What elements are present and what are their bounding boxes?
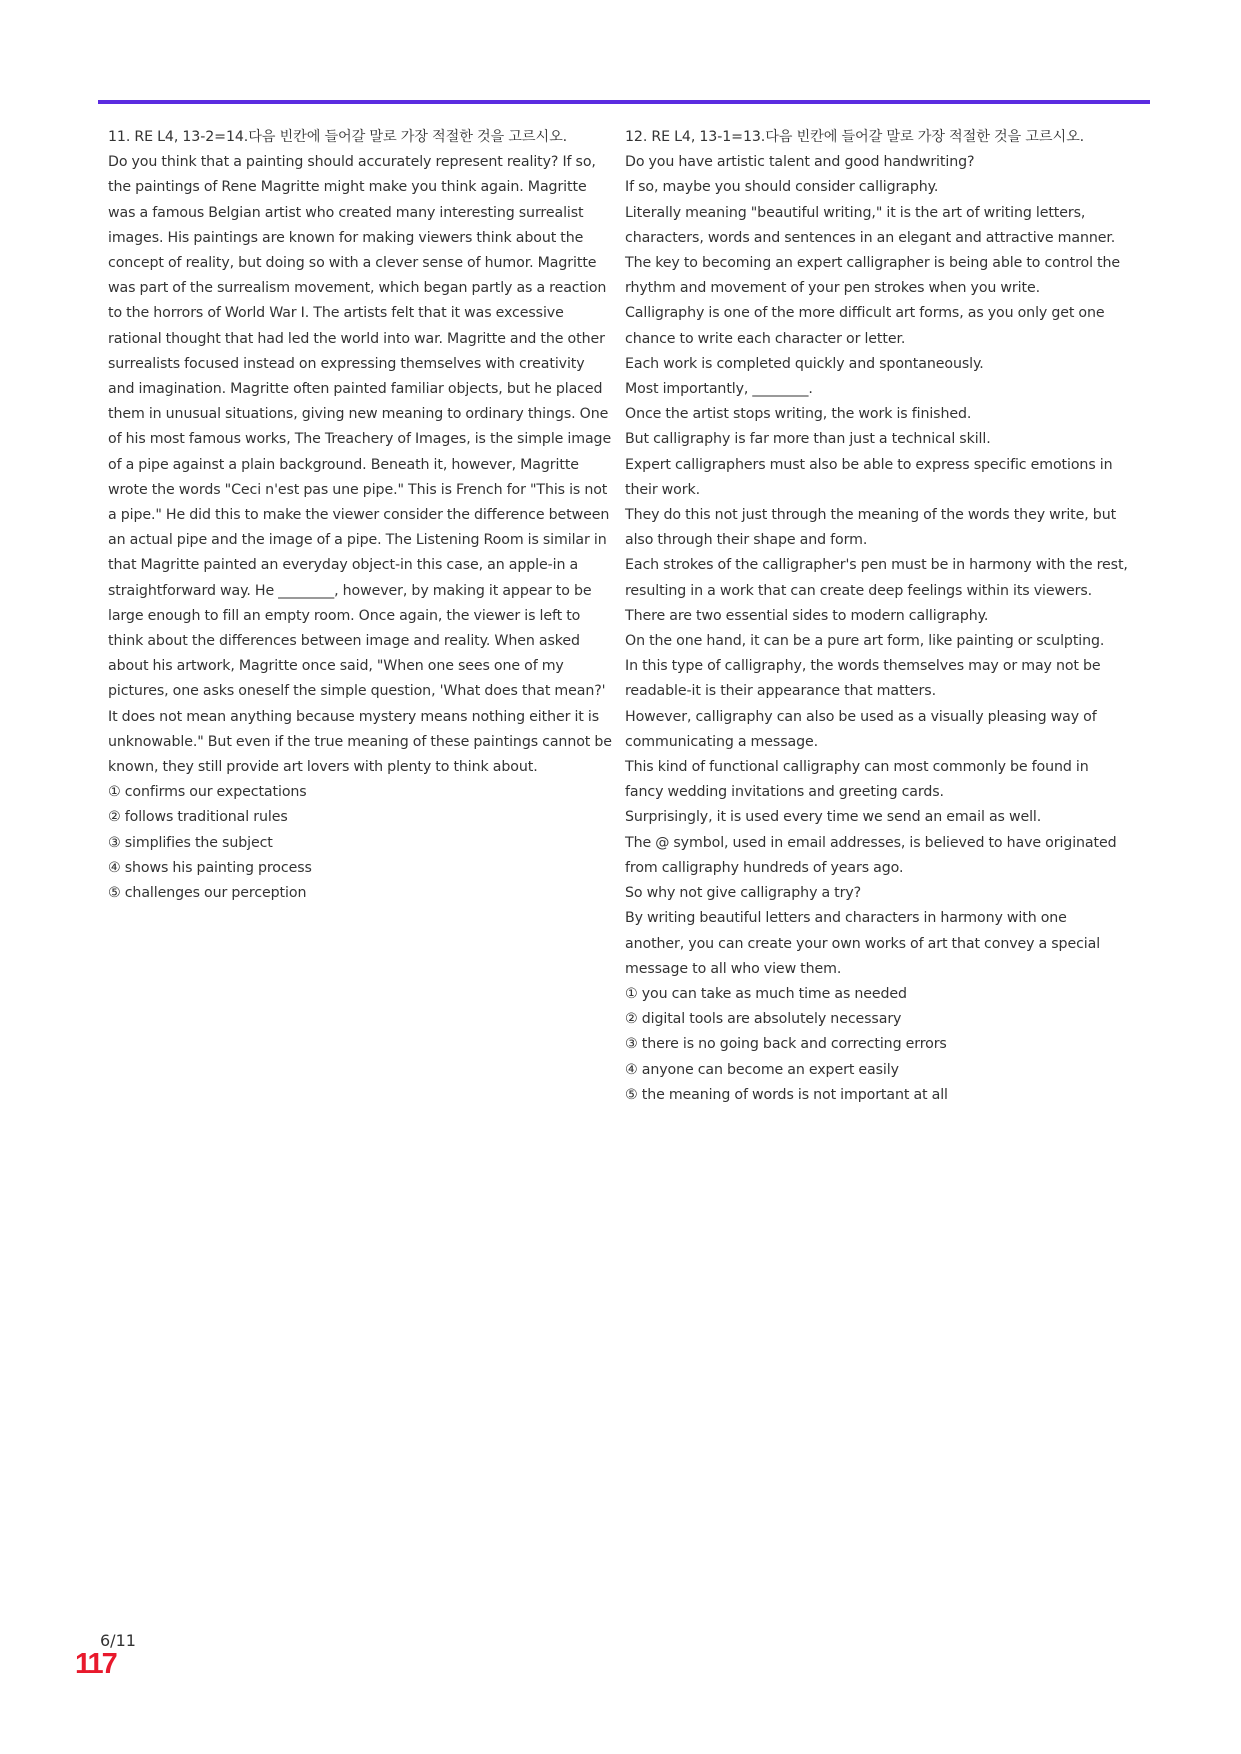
option-1[interactable]: ① confirms our expectations <box>108 784 307 801</box>
option-4[interactable]: ④ shows his painting process <box>108 859 312 876</box>
question-11-options <box>108 780 613 906</box>
passage-line: But calligraphy is far more than just a technical skill. <box>625 431 991 448</box>
page-number: 117 <box>75 1648 116 1680</box>
passage-line: Literally meaning "beautiful writing," it is the art of writing letters, characters, words and sentences in an elegant and attractive manner. <box>625 204 1116 246</box>
passage-line: The @ symbol, used in email addresses, is believed to have originated from calligraphy hundreds of years ago. <box>625 834 1117 876</box>
question-12-header: 12. RE L4, 13-1=13.다음 빈칸에 들어갈 말로 가장 적절한 것을 고르시오. <box>625 129 1085 145</box>
passage-line: In this type of calligraphy, the words themselves may or may not be readable-it is their appearance that matters. <box>625 658 1101 700</box>
passage-line: Surprisingly, it is used every time we send an email as well. <box>625 809 1042 826</box>
passage-line: Do you have artistic talent and good handwriting? <box>625 154 975 171</box>
passage-line: By writing beautiful letters and characters in harmony with one another, you can create your own works of art that convey a special message to all who view them. <box>625 910 1101 977</box>
option-3[interactable]: ③ simplifies the subject <box>108 834 273 851</box>
option-2[interactable]: ② digital tools are absolutely necessary <box>625 1011 902 1028</box>
passage-line-blank: Most importantly, ________. <box>625 381 813 398</box>
header-accent-rule <box>98 100 1150 104</box>
question-11-passage: Do you think that a painting should accurately represent reality? If so, the paintings of Rene Magritte might make you think again. Magritte was a famous Belgian artist who created many interesting surrealist images. His paintings are known for making viewers think about the concept of reality, but doing so with a clever sense of humor. Magritte was part of the surrealism movement, which began partly as a reaction to the horrors of World War I. The artists felt that it was excessive rational thought that had led the world into war. Magritte and the other surrealists focused instead on expressing themselves with creativity and imagination. Magritte often painted familiar objects, but he placed them in unusual situations, giving new meaning to ordinary things. One of his most famous works, The Treachery of Images, is the simple image of a pipe against a plain background. Beneath it, however, Magritte wrote the words "Ceci n'est pas une pipe." This is French for "This is not a pipe." He did this to make the viewer consider the difference between an actual pipe and the image of a pipe. The Listening Room is similar in that Magritte painted an everyday object-in this case, an apple-in a straightforward way. He ________, however, by making it appear to be large enough to fill an empty room. Once again, the viewer is left to think about the differences between image and reality. When asked about his artwork, Magritte once said, "When one sees one of my pictures, one asks oneself the simple question, 'What does that mean?' It does not mean anything because mystery means nothing either it is unknowable." But even if the true meaning of these paintings cannot be known, they still provide art lovers with plenty to think about. <box>108 154 612 776</box>
option-3[interactable]: ③ there is no going back and correcting errors <box>625 1036 947 1053</box>
passage-line: However, calligraphy can also be used as a visually pleasing way of communicating a message. <box>625 708 1097 750</box>
question-12 <box>625 125 1130 1108</box>
option-5[interactable]: ⑤ the meaning of words is not important at all <box>625 1086 948 1103</box>
question-11 <box>108 125 613 906</box>
passage-line: The key to becoming an expert calligrapher is being able to control the rhythm and movement of your pen strokes when you write. <box>625 255 1121 297</box>
passage-line: They do this not just through the meaning of the words they write, but also through their shape and form. <box>625 507 1117 549</box>
passage-line: Expert calligraphers must also be able to express specific emotions in their work. <box>625 456 1113 498</box>
passage-line: Each work is completed quickly and spontaneously. <box>625 355 984 372</box>
passage-line: So why not give calligraphy a try? <box>625 885 862 902</box>
option-2[interactable]: ② follows traditional rules <box>108 809 288 826</box>
option-1[interactable]: ① you can take as much time as needed <box>625 985 907 1002</box>
passage-line: On the one hand, it can be a pure art form, like painting or sculpting. <box>625 633 1105 650</box>
passage-line: Each strokes of the calligrapher's pen must be in harmony with the rest, resulting in a work that can create deep feelings within its viewers. <box>625 557 1128 599</box>
passage-line: Once the artist stops writing, the work is finished. <box>625 406 972 423</box>
passage-line: If so, maybe you should consider calligraphy. <box>625 179 939 196</box>
question-12-options <box>625 982 1130 1108</box>
question-11-header: 11. RE L4, 13-2=14.다음 빈칸에 들어갈 말로 가장 적절한 것을 고르시오. <box>108 129 568 145</box>
passage-line: Calligraphy is one of the more difficult art forms, as you only get one chance to write each character or letter. <box>625 305 1105 347</box>
option-5[interactable]: ⑤ challenges our perception <box>108 885 307 902</box>
passage-line: This kind of functional calligraphy can most commonly be found in fancy wedding invitations and greeting cards. <box>625 759 1089 801</box>
option-4[interactable]: ④ anyone can become an expert easily <box>625 1061 899 1078</box>
passage-line: There are two essential sides to modern calligraphy. <box>625 607 989 624</box>
page-fraction: 6/11 <box>100 1631 136 1650</box>
